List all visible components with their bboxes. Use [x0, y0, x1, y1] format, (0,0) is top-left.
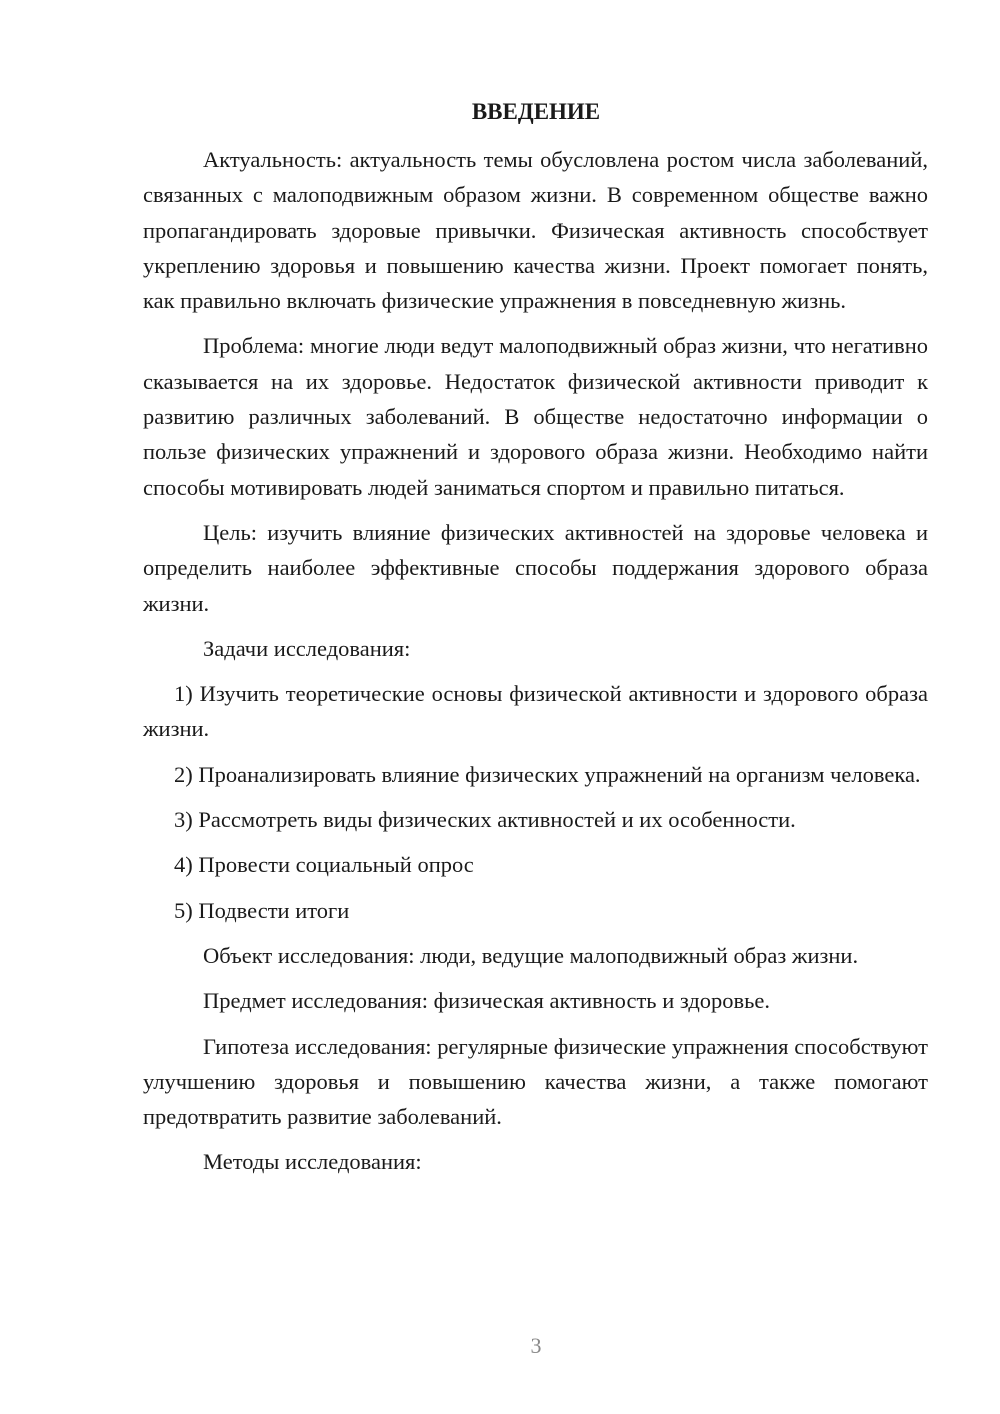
hypothesis-paragraph: Гипотеза исследования: регулярные физические упражнения способствуют улучшению здоровья и повышению качества жизни, а также помогают предотвратить развитие заболеваний.	[143, 1033, 928, 1130]
object-paragraph: Объект исследования: люди, ведущие малоподвижный образ жизни.	[203, 942, 859, 968]
task-item: 4) Провести социальный опрос	[174, 852, 474, 878]
task-item: 1) Изучить теоретические основы физической активности и здорового образа жизни.	[143, 681, 928, 742]
subject-paragraph: Предмет исследования: физическая активность и здоровье.	[203, 988, 771, 1014]
tasks-heading: Задачи исследования:	[203, 635, 411, 661]
relevance-paragraph: Актуальность: актуальность темы обусловлена ростом числа заболеваний, связанных с малоподвижным образом жизни. В современном обществе важно пропагандировать здоровые привычки. Физическая активность способствует укреплению здоровья и повышению качества жизни. Проект помогает понять, как правильно включать физические упражнения в повседневную жизнь.	[143, 147, 928, 314]
task-item: 3) Рассмотреть виды физических активностей и их особенности.	[174, 807, 796, 833]
document-body	[143, 142, 928, 1180]
page-number: 3	[530, 1333, 542, 1358]
goal-paragraph: Цель: изучить влияние физических активностей на здоровье человека и определить наиболее эффективные способы поддержания здорового образа жизни.	[143, 519, 928, 616]
task-item: 2) Проанализировать влияние физических упражнений на организм человека.	[174, 761, 921, 787]
task-item: 5) Подвести итоги	[174, 897, 350, 923]
methods-heading: Методы исследования:	[203, 1149, 422, 1175]
section-title: ВВЕДЕНИЕ	[471, 99, 601, 124]
problem-paragraph: Проблема: многие люди ведут малоподвижный образ жизни, что негативно сказывается на их здоровье. Недостаток физической активности приводит к развитию различных заболеваний. В обществе недостаточно информации о пользе физических упражнений и здорового образа жизни. Необходимо найти способы мотивировать людей заниматься спортом и правильно питаться.	[143, 333, 928, 500]
